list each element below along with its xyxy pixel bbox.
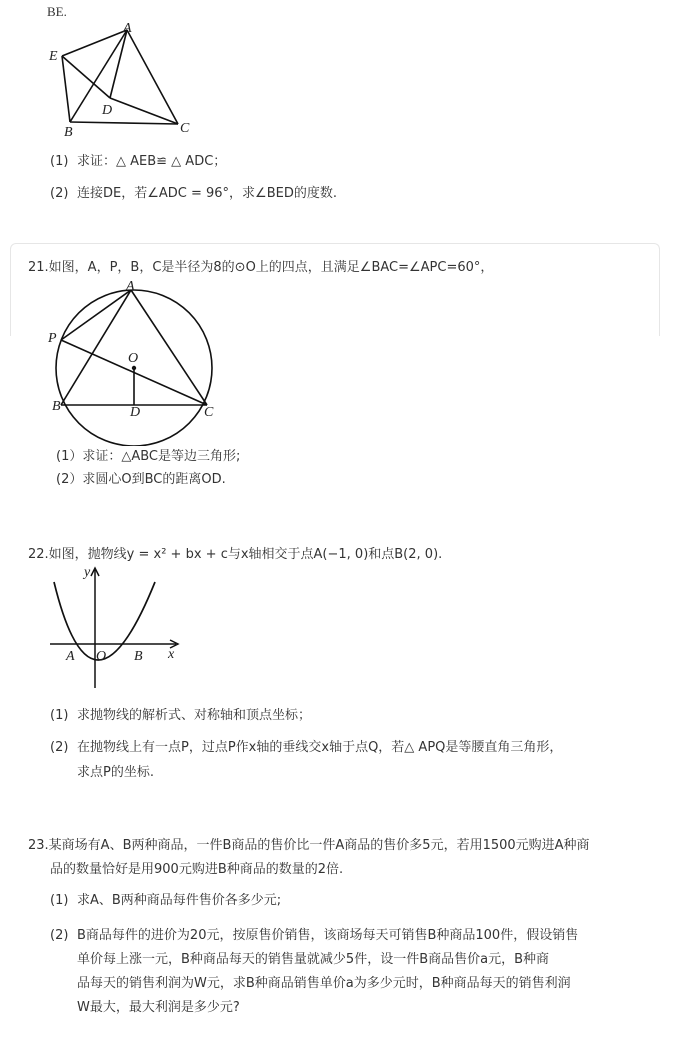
q20-top-text: BE.	[47, 4, 67, 19]
q23-stem-line2: 品的数量恰好是用900元购进B种商品的数量的2倍.	[50, 862, 344, 877]
q20-label-a: A	[123, 21, 132, 36]
q21-part1: (1）求证：△ABC是等边三角形;	[56, 449, 241, 464]
q22-label-o: O	[96, 649, 107, 664]
q20-label-c: C	[180, 121, 190, 136]
q23-part2-num: (2)	[50, 928, 69, 943]
q21-label-d: D	[130, 405, 141, 420]
q23-part1-num: (1)	[50, 893, 69, 908]
q22-part1-text: 求抛物线的解析式、对称轴和顶点坐标；	[77, 708, 312, 723]
q22-stem: 22.如图，抛物线y = x² + bx + c与x轴相交于点A(−1, 0)和点B(2, 0).	[28, 547, 443, 562]
q22-figure	[44, 562, 184, 692]
q22-part2-line1: 在抛物线上有一点P，过点P作x轴的垂线交x轴于点Q，若△ APQ是等腰直角三角形，	[77, 740, 563, 755]
q20-figure	[40, 20, 200, 142]
q20-part2-text: 连接DE，若∠ADC = 96°，求∠BED的度数.	[77, 186, 337, 201]
q20-part1-text: 求证：△ AEB≌ △ ADC；	[77, 154, 227, 169]
q20-label-e: E	[49, 49, 58, 64]
q22-label-a: A	[66, 649, 75, 664]
q20-label-d: D	[102, 103, 113, 118]
q20-label-b: B	[64, 125, 73, 140]
q23-part2-line4: W最大，最大利润是多少元?	[77, 1000, 240, 1015]
q22-part2-num: (2)	[50, 740, 69, 755]
q21-label-p: P	[48, 331, 57, 346]
q22-label-y: y	[84, 565, 91, 580]
q23-stem-line1: 23.某商场有A、B两种商品，一件B商品的售价比一件A商品的售价多5元，若用1500元购进A种商	[28, 838, 590, 853]
q20-part1-num: (1)	[50, 154, 69, 169]
q22-label-b: B	[134, 649, 143, 664]
q20-part2-num: (2)	[50, 186, 69, 201]
q21-part2: (2）求圆心O到BC的距离OD.	[56, 472, 226, 487]
q21-stem: 21.如图，A，P，B，C是半径为8的⊙O上的四点，且满足∠BAC=∠APC=60°，	[28, 260, 494, 275]
q22-part2-line2: 求点P的坐标.	[77, 765, 154, 780]
q21-label-o: O	[128, 351, 139, 366]
q21-figure	[40, 276, 230, 446]
q21-label-c: C	[204, 405, 214, 420]
q23-part2-line1: B商品每件的进价为20元，按原售价销售，该商场每天可销售B种商品100件，假设销售	[77, 928, 579, 943]
q21-label-a: A	[126, 279, 135, 294]
q23-part1-text: 求A、B两种商品每件售价各多少元;	[77, 893, 282, 908]
q23-part2-line2: 单价每上涨一元，B种商品每天的销售量就减少5件，设一件B商品售价a元，B种商	[77, 952, 549, 967]
q21-label-b: B	[52, 399, 61, 414]
q22-part1-num: (1)	[50, 708, 69, 723]
q23-part2-line3: 品每天的销售利润为W元，求B种商品销售单价a为多少元时，B种商品每天的销售利润	[77, 976, 571, 991]
q22-label-x: x	[168, 647, 175, 662]
